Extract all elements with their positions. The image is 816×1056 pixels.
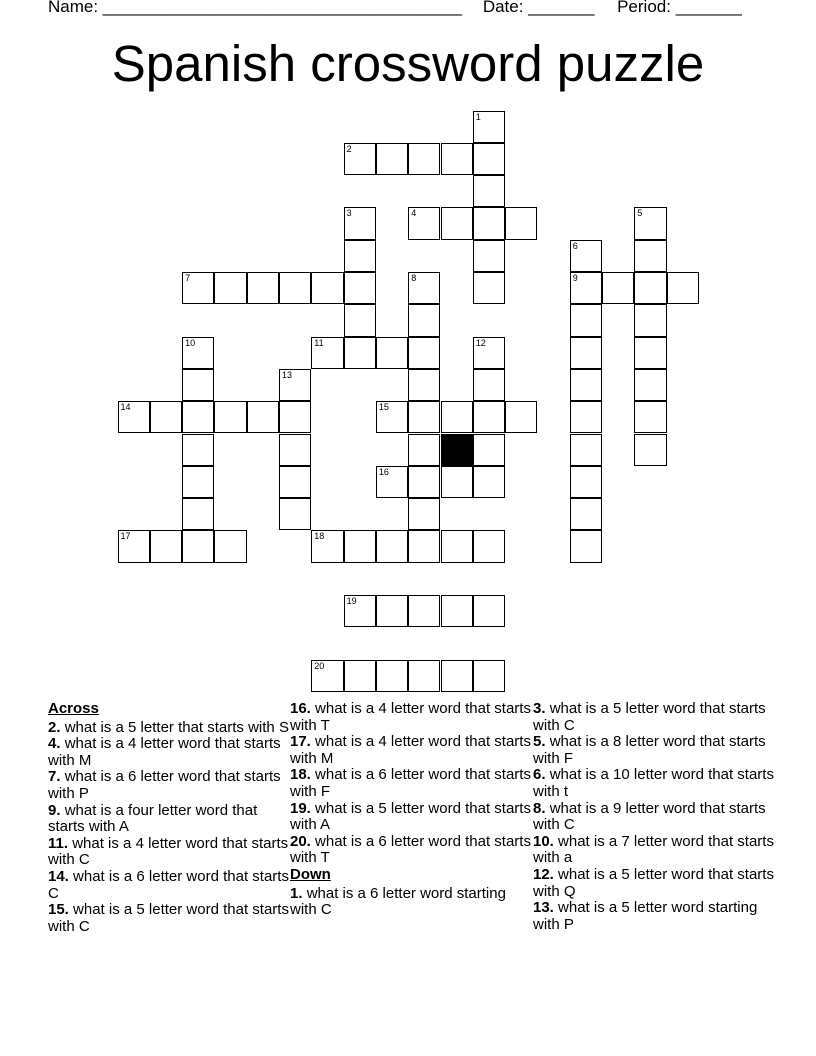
grid-cell[interactable] bbox=[441, 401, 473, 433]
grid-cell[interactable] bbox=[634, 272, 666, 304]
cell-number: 10 bbox=[185, 337, 196, 348]
grid-cell[interactable] bbox=[408, 272, 440, 304]
grid-cell[interactable] bbox=[247, 401, 279, 433]
grid-cell[interactable] bbox=[408, 207, 440, 239]
grid-cell[interactable] bbox=[634, 434, 666, 466]
grid-cell[interactable] bbox=[344, 530, 376, 562]
grid-cell[interactable] bbox=[376, 660, 408, 692]
clue-across-14: 14. what is a 6 letter word that starts C bbox=[48, 867, 289, 902]
date-field[interactable]: _______ bbox=[528, 0, 595, 16]
clue-down-6: 6. what is a 10 letter word that starts with t bbox=[533, 766, 774, 800]
grid-cell[interactable] bbox=[408, 369, 440, 401]
grid-cell[interactable] bbox=[118, 401, 150, 433]
clue-across-15: 15. what is a 5 letter word that starts with C bbox=[48, 901, 289, 935]
cell-number: 6 bbox=[572, 240, 578, 251]
grid-cell[interactable] bbox=[634, 369, 666, 401]
clue-across-11: 11. what is a 4 letter word that starts with C bbox=[48, 834, 289, 869]
clues-column-1 bbox=[48, 701, 293, 935]
grid-cell[interactable] bbox=[279, 401, 311, 433]
grid-cell[interactable] bbox=[634, 337, 666, 369]
grid-cell[interactable] bbox=[344, 143, 376, 175]
grid-cell[interactable] bbox=[634, 240, 666, 272]
grid-cell[interactable] bbox=[376, 466, 408, 498]
grid-cell[interactable] bbox=[570, 498, 602, 530]
grid-cell[interactable] bbox=[570, 401, 602, 433]
name-field[interactable]: ______________________________________ bbox=[102, 0, 463, 16]
grid-cell[interactable] bbox=[376, 143, 408, 175]
grid-cell[interactable] bbox=[344, 337, 376, 369]
grid-cell[interactable] bbox=[344, 272, 376, 304]
grid-cell[interactable] bbox=[376, 595, 408, 627]
grid-cell[interactable] bbox=[505, 401, 537, 433]
across-heading: Across bbox=[48, 700, 99, 717]
page-title: Spanish crossword puzzle bbox=[111, 35, 705, 92]
clue-down-8: 8. what is a 9 letter word that starts with C bbox=[533, 799, 766, 834]
grid-cell[interactable] bbox=[182, 530, 214, 562]
grid-cell[interactable] bbox=[570, 240, 602, 272]
grid-cell[interactable] bbox=[247, 272, 279, 304]
grid-cell[interactable] bbox=[182, 369, 214, 401]
grid-cell[interactable] bbox=[214, 401, 246, 433]
grid-cell[interactable] bbox=[441, 143, 473, 175]
grid-cell[interactable] bbox=[408, 595, 440, 627]
grid-cell[interactable] bbox=[570, 272, 602, 304]
period-field[interactable]: _______ bbox=[675, 0, 742, 16]
grid-cell[interactable] bbox=[473, 337, 505, 369]
grid-cell[interactable] bbox=[182, 466, 214, 498]
grid-cell[interactable] bbox=[311, 337, 343, 369]
clue-down-10: 10. what is a 7 letter word that starts with a bbox=[533, 832, 774, 867]
grid-cell[interactable] bbox=[279, 466, 311, 498]
grid-cell[interactable] bbox=[570, 337, 602, 369]
clue-across-17: 17. what is a 4 letter word that starts with M bbox=[290, 733, 531, 767]
cell-number: 12 bbox=[475, 337, 486, 348]
grid-cell[interactable] bbox=[473, 401, 505, 433]
grid-cell[interactable] bbox=[441, 595, 473, 627]
grid-cell[interactable] bbox=[473, 530, 505, 562]
header-line bbox=[48, 0, 742, 17]
grid-cell[interactable] bbox=[408, 337, 440, 369]
clue-across-18: 18. what is a 6 letter word that starts with F bbox=[290, 766, 531, 800]
cell-number: 17 bbox=[120, 531, 131, 542]
cell-number: 8 bbox=[411, 273, 417, 283]
grid-cell[interactable] bbox=[376, 401, 408, 433]
date-label: Date: bbox=[482, 0, 529, 16]
cell-number: 14 bbox=[120, 402, 131, 413]
cell-number: 3 bbox=[346, 208, 352, 219]
grid-cell[interactable] bbox=[473, 240, 505, 272]
grid-cell[interactable] bbox=[118, 530, 150, 562]
grid-cell[interactable] bbox=[473, 272, 505, 304]
cell-number: 9 bbox=[572, 273, 578, 283]
grid-cell[interactable] bbox=[408, 434, 440, 466]
grid-cell[interactable] bbox=[344, 304, 376, 336]
grid-cell[interactable] bbox=[505, 207, 537, 239]
grid-cell[interactable] bbox=[408, 530, 440, 562]
clue-down-12: 12. what is a 5 letter word that starts with Q bbox=[533, 865, 774, 900]
grid-cell[interactable] bbox=[150, 401, 182, 433]
cell-number: 13 bbox=[282, 369, 293, 380]
clue-across-20: 20. what is a 6 letter word that starts with T bbox=[290, 832, 531, 867]
grid-cell[interactable] bbox=[344, 240, 376, 272]
grid-cell[interactable] bbox=[634, 401, 666, 433]
cell-number: 19 bbox=[346, 596, 357, 606]
clue-down-13: 13. what is a 5 letter word starting with P bbox=[533, 899, 758, 933]
clue-down-5: 5. what is a 8 letter word that starts with F bbox=[533, 733, 766, 767]
cell-number: 20 bbox=[314, 660, 325, 671]
grid-cell[interactable] bbox=[473, 434, 505, 466]
clue-across-19: 19. what is a 5 letter word that starts with A bbox=[290, 799, 531, 834]
grid-cell[interactable] bbox=[473, 466, 505, 498]
grid-cell[interactable] bbox=[311, 272, 343, 304]
grid-cell[interactable] bbox=[570, 466, 602, 498]
grid-cell[interactable] bbox=[441, 466, 473, 498]
grid-cell[interactable] bbox=[408, 304, 440, 336]
grid-cell[interactable] bbox=[473, 207, 505, 239]
grid-cell[interactable] bbox=[570, 434, 602, 466]
clue-across-4: 4. what is a 4 letter word that starts with M bbox=[48, 735, 281, 769]
grid-cell[interactable] bbox=[667, 272, 699, 304]
black-square bbox=[441, 434, 473, 466]
grid-cell[interactable] bbox=[634, 207, 666, 239]
clue-across-2: 2. what is a 5 letter that starts with S bbox=[48, 718, 289, 736]
grid-cell[interactable] bbox=[214, 530, 246, 562]
clues-column-3 bbox=[533, 701, 778, 933]
clue-across-7: 7. what is a 6 letter word that starts with P bbox=[48, 768, 281, 802]
grid-cell[interactable] bbox=[408, 466, 440, 498]
grid-cell[interactable] bbox=[182, 401, 214, 433]
cell-number: 5 bbox=[637, 208, 643, 219]
grid-cell[interactable] bbox=[344, 660, 376, 692]
grid-cell[interactable] bbox=[344, 595, 376, 627]
cell-number: 7 bbox=[185, 273, 191, 283]
grid-cell[interactable] bbox=[408, 498, 440, 530]
grid-cell[interactable] bbox=[408, 143, 440, 175]
grid-cell[interactable] bbox=[473, 143, 505, 175]
clue-down-1: 1. what is a 6 letter word starting with C bbox=[290, 884, 506, 919]
grid-cell[interactable] bbox=[473, 660, 505, 692]
grid-cell[interactable] bbox=[602, 272, 634, 304]
grid-cell[interactable] bbox=[182, 337, 214, 369]
grid-cell[interactable] bbox=[376, 530, 408, 562]
grid-cell[interactable] bbox=[279, 498, 311, 530]
grid-cell[interactable] bbox=[441, 207, 473, 239]
grid-cell[interactable] bbox=[408, 401, 440, 433]
name-label: Name: bbox=[48, 0, 103, 16]
grid-cell[interactable] bbox=[473, 369, 505, 401]
grid-cell[interactable] bbox=[570, 530, 602, 562]
cell-number: 1 bbox=[475, 111, 481, 122]
grid-cell[interactable] bbox=[441, 660, 473, 692]
grid-cell[interactable] bbox=[408, 660, 440, 692]
grid-cell[interactable] bbox=[570, 304, 602, 336]
grid-cell[interactable] bbox=[311, 530, 343, 562]
grid-cell[interactable] bbox=[570, 369, 602, 401]
grid-cell[interactable] bbox=[344, 207, 376, 239]
grid-cell[interactable] bbox=[441, 530, 473, 562]
clues-column-2 bbox=[290, 701, 535, 919]
grid-cell[interactable] bbox=[182, 434, 214, 466]
grid-cell[interactable] bbox=[150, 530, 182, 562]
grid-cell[interactable] bbox=[473, 175, 505, 207]
cell-number: 11 bbox=[314, 337, 324, 348]
cell-number: 18 bbox=[314, 531, 325, 542]
grid-cell[interactable] bbox=[279, 434, 311, 466]
cell-number: 4 bbox=[411, 208, 417, 219]
grid-cell[interactable] bbox=[279, 369, 311, 401]
clue-down-3: 3. what is a 5 letter word that starts with C bbox=[533, 700, 766, 734]
grid-cell[interactable] bbox=[376, 337, 408, 369]
grid-cell[interactable] bbox=[182, 498, 214, 530]
clue-across-16: 16. what is a 4 letter word that starts with T bbox=[290, 700, 531, 734]
cell-number: 16 bbox=[378, 466, 389, 477]
period-label: Period: bbox=[617, 0, 676, 16]
down-heading: Down bbox=[290, 865, 331, 883]
clue-across-9: 9. what is a four letter word that starts with A bbox=[48, 801, 258, 836]
grid-cell[interactable] bbox=[182, 272, 214, 304]
grid-cell[interactable] bbox=[634, 304, 666, 336]
grid-cell[interactable] bbox=[214, 272, 246, 304]
cell-number: 15 bbox=[378, 402, 389, 413]
grid-cell[interactable] bbox=[311, 660, 343, 692]
grid-cell[interactable] bbox=[473, 595, 505, 627]
grid-cell[interactable] bbox=[473, 111, 505, 143]
cell-number: 2 bbox=[346, 143, 352, 154]
grid-cell[interactable] bbox=[279, 272, 311, 304]
